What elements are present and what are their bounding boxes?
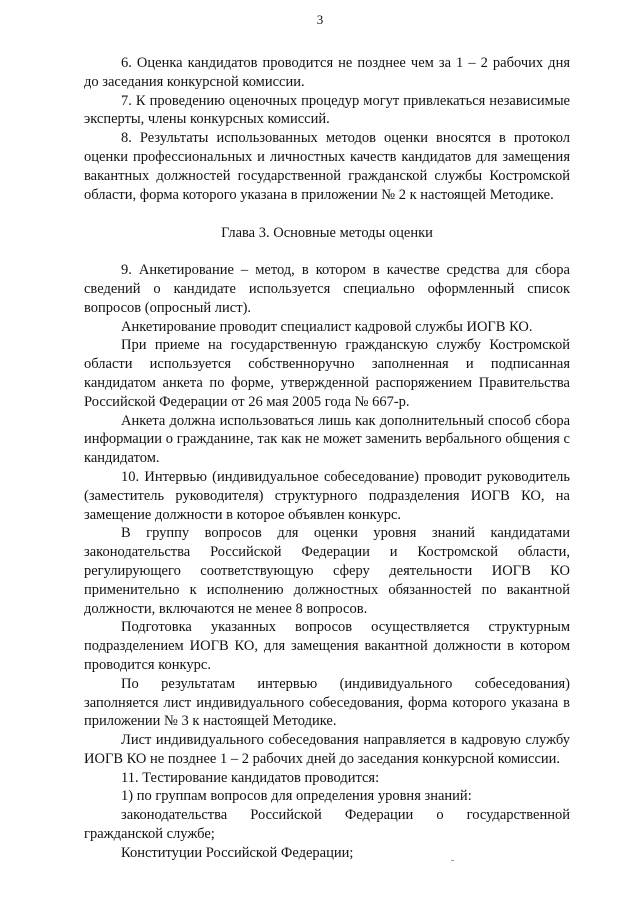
list-subitem-legislation: законодательства Российской Федерации о государственной гражданской службе; bbox=[84, 807, 570, 843]
paragraph-10: 10. Интервью (индивидуальное собеседование) проводит руководитель (заместитель руководителя) структурного подразделения ИОГВ КО, на замещение должности в которое объявлен конкурс. bbox=[84, 468, 570, 523]
page-number: 3 bbox=[316, 12, 324, 27]
paragraph-question-group: В группу вопросов для оценки уровня знаний кандидатами законодательства Российской Федерации и Костромской области, регулирующего соответствующую сферу деятельности ИОГВ КО применительно к исполнению должностных обязанностей по вакантной должности, включаются не менее 8 вопросов. bbox=[84, 525, 570, 617]
paragraph-questionnaire-specialist: Анкетирование проводит специалист кадровой службы ИОГВ КО. bbox=[121, 318, 533, 335]
list-subitem-constitution: Конституции Российской Федерации; bbox=[121, 844, 354, 861]
paragraph-6: 6. Оценка кандидатов проводится не позднее чем за 1 – 2 рабочих дня до заседания конкурсной комиссии. bbox=[84, 55, 570, 90]
scan-speck bbox=[451, 860, 454, 861]
paragraph-8: 8. Результаты использованных методов оценки вносятся в протокол оценки профессиональных и личностных качеств кандидатов для замещения вакантных должностей государственной гражданской службы Костромской области, форма которого указана в приложении № 2 к настоящей Методике. bbox=[84, 130, 570, 203]
paragraph-interview-results: По результатам интервью (индивидуального собеседования) заполняется лист индивидуального собеседования, форма которого указана в приложении № 3 к настоящей Методике. bbox=[84, 675, 570, 730]
paragraph-questionnaire-form: При приеме на государственную гражданскую службу Костромской области используется собственноручно заполненная и подписанная кандидатом анкета по форме, утвержденной распоряжением Правительства Российской Федерации от 26 мая 2005 года № 667-р. bbox=[84, 337, 570, 410]
paragraph-7: 7. К проведению оценочных процедур могут привлекаться независимые эксперты, члены конкурсных комиссий. bbox=[84, 92, 570, 128]
paragraph-11: 11. Тестирование кандидатов проводится: bbox=[121, 769, 380, 786]
chapter-heading: Глава 3. Основные методы оценки bbox=[221, 225, 433, 242]
paragraph-questionnaire-usage: Анкета должна использоваться лишь как дополнительный способ сбора информации о гражданине, так как не может заменить вербального общения с кандидатом. bbox=[84, 412, 570, 467]
document-body bbox=[84, 54, 570, 863]
paragraph-question-preparation: Подготовка указанных вопросов осуществляется структурным подразделением ИОГВ КО, для замещения вакантной должности в котором проводится конкурс. bbox=[84, 619, 570, 673]
paragraph-9: 9. Анкетирование – метод, в котором в качестве средства для сбора сведений о кандидате используется специально оформленный список вопросов (опросный лист). bbox=[84, 262, 570, 316]
list-item-1: 1) по группам вопросов для определения уровня знаний: bbox=[121, 788, 472, 805]
paragraph-interview-sheet: Лист индивидуального собеседования направляется в кадровую службу ИОГВ КО не позднее 1 – 2 рабочих дней до заседания конкурсной комиссии. bbox=[84, 732, 570, 767]
